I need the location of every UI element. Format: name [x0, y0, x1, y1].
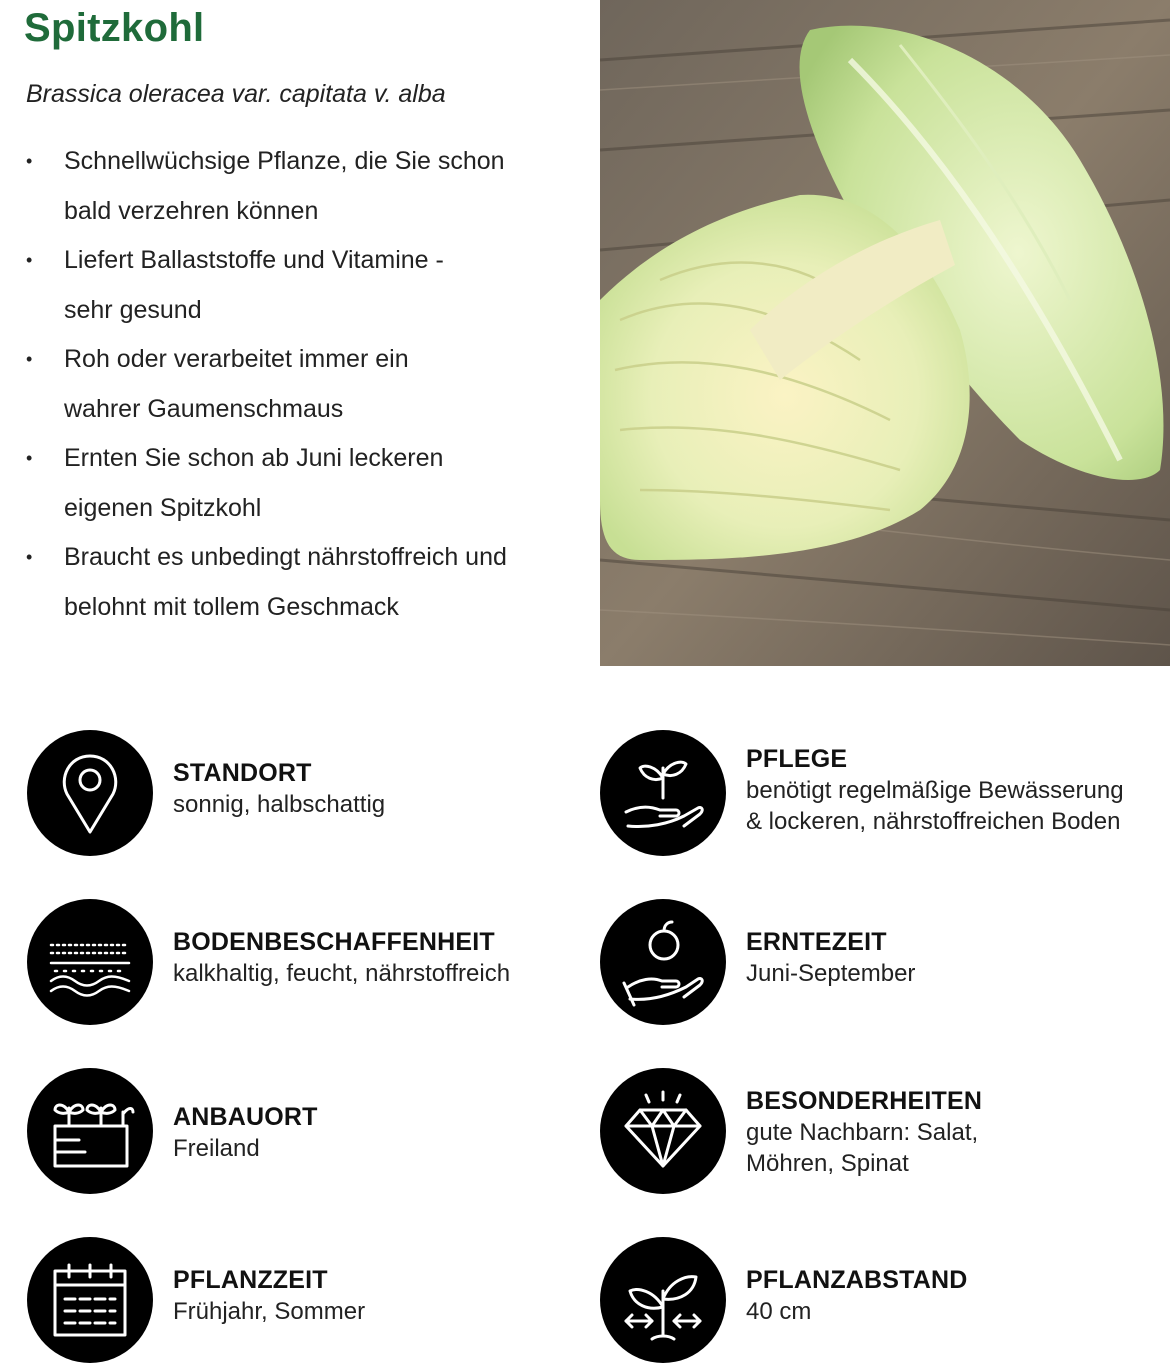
list-item — [26, 434, 586, 533]
bullet-line: Liefert Ballaststoffe und Vitamine - — [64, 246, 444, 274]
feature-value: Juni-September — [746, 960, 916, 987]
location-pin-icon — [27, 730, 153, 856]
feature-heading: PFLANZZEIT — [173, 1266, 328, 1294]
feature-value: 40 cm — [746, 1298, 812, 1325]
bullet-line: sehr gesund — [64, 295, 202, 324]
bullet-line: eigenen Spitzkohl — [64, 493, 262, 522]
bullet-line: Braucht es unbedingt nährstoffreich und — [64, 543, 507, 571]
feature-heading: PFLANZABSTAND — [746, 1266, 968, 1294]
feature-value: sonnig, halbschattig — [173, 791, 386, 818]
feature-value: Möhren, Spinat — [746, 1150, 909, 1177]
feature-value: gute Nachbarn: Salat, — [746, 1119, 979, 1146]
list-item — [26, 335, 586, 434]
feature-heading: ERNTEZEIT — [746, 928, 887, 956]
feature-heading: BODENBESCHAFFENHEIT — [173, 928, 495, 956]
bullet-icon: • — [26, 547, 33, 567]
bullet-icon: • — [26, 448, 33, 468]
feature-besonderheiten — [600, 1068, 1170, 1198]
feature-pflanzabstand — [600, 1237, 1170, 1367]
feature-heading: STANDORT — [173, 759, 312, 787]
product-title: Spitzkohl — [24, 6, 205, 50]
feature-standort — [27, 730, 597, 860]
feature-value: Frühjahr, Sommer — [173, 1298, 366, 1325]
feature-anbauort — [27, 1068, 597, 1198]
bullet-icon: • — [26, 151, 33, 171]
diamond-icon — [600, 1068, 726, 1194]
soil-layers-icon — [27, 899, 153, 1025]
feature-value: benötigt regelmäßige Bewässerung — [746, 777, 1124, 804]
feature-erntezeit — [600, 899, 1170, 1029]
feature-heading: ANBAUORT — [173, 1103, 318, 1131]
seedling-hand-icon — [600, 730, 726, 856]
list-item — [26, 236, 586, 335]
bullet-line: Schnellwüchsige Pflanze, die Sie schon — [64, 147, 505, 175]
feature-heading: BESONDERHEITEN — [746, 1087, 983, 1115]
bullet-line: wahrer Gaumenschmaus — [64, 394, 344, 423]
bullet-line: bald verzehren können — [64, 196, 319, 225]
cabbage-illustration — [600, 0, 1170, 666]
bullet-line: Ernten Sie schon ab Juni leckeren — [64, 444, 444, 472]
feature-heading: PFLEGE — [746, 745, 848, 773]
feature-pflanzzeit — [27, 1237, 597, 1367]
calendar-icon — [27, 1237, 153, 1363]
feature-value: Freiland — [173, 1135, 260, 1162]
plant-spacing-icon — [600, 1237, 726, 1363]
fruit-hand-icon — [600, 899, 726, 1025]
feature-bodenbeschaffenheit — [27, 899, 597, 1029]
product-photo — [600, 0, 1170, 666]
bullet-icon: • — [26, 250, 33, 270]
latin-name: Brassica oleracea var. capitata v. alba — [26, 80, 446, 108]
bullet-line: Roh oder verarbeitet immer ein — [64, 345, 409, 373]
list-item — [26, 533, 586, 632]
feature-value: & lockeren, nährstoffreichen Boden — [746, 808, 1121, 835]
bullet-icon: • — [26, 349, 33, 369]
list-item — [26, 137, 586, 236]
bullet-line: belohnt mit tollem Geschmack — [64, 592, 399, 621]
feature-bullet-list — [26, 137, 586, 632]
planter-box-icon — [27, 1068, 153, 1194]
feature-pflege — [600, 730, 1170, 860]
feature-value: kalkhaltig, feucht, nährstoffreich — [173, 960, 511, 987]
